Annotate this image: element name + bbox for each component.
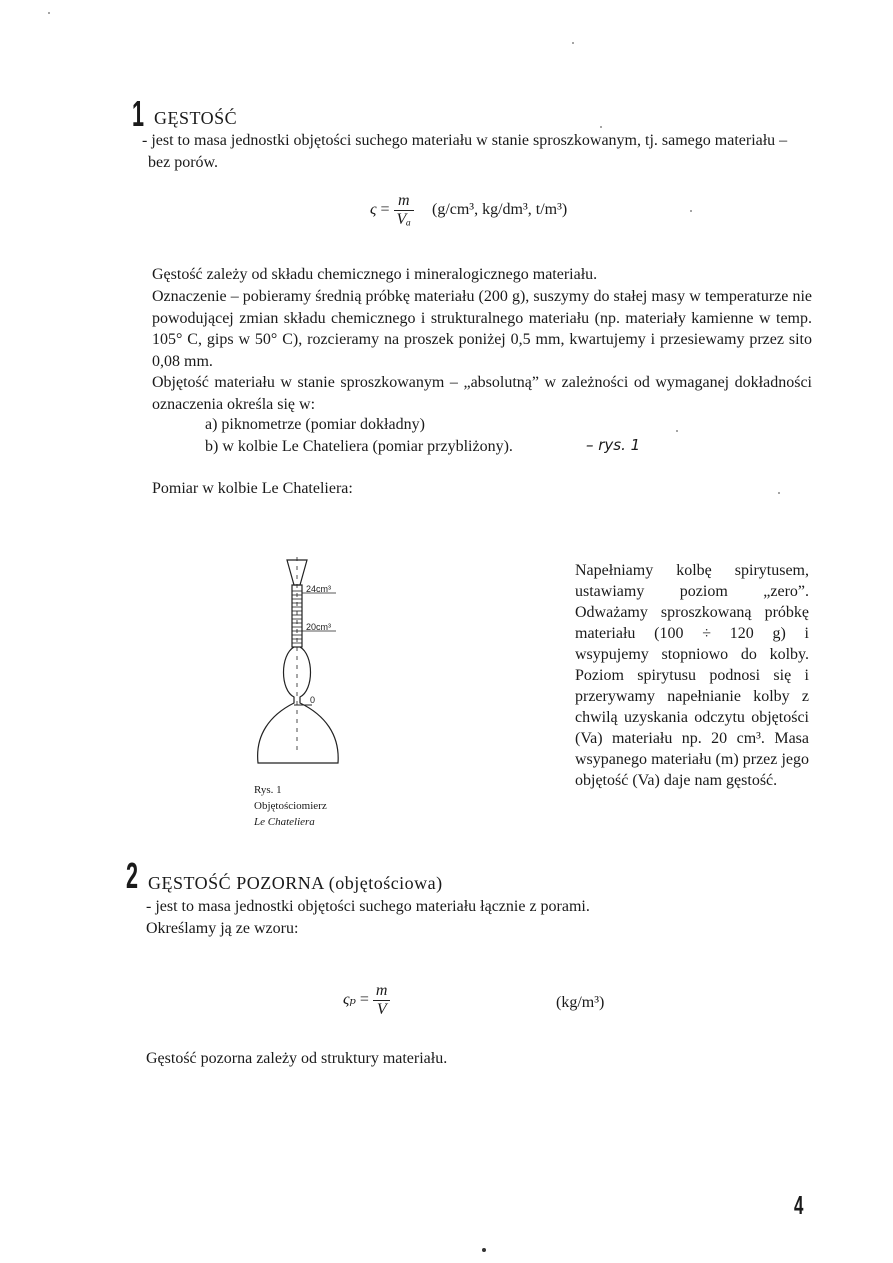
label-zero: 0 [310,695,316,705]
figure-caption-name: Le Chateliera [254,816,315,828]
density-equals: = [380,201,390,219]
scan-speck [572,42,574,44]
figure-caption [254,782,327,830]
paragraph-determination: Oznaczenie – pobieramy średnią próbkę materiału (200 g), suszymy do stałej masy w temperaturze nie powodującej zmian składu chemicznego i strukturalnego materiału (np. materiały kamienne w temp. 105° C, gips w 50° C), rozcieramy na proszek poniżej 0,5 mm, kwartujemy i przesiewamy przez sito 0,08 mm. [152,288,812,370]
section-2-title: GĘSTOŚĆ POZORNA (objętościowa) [148,873,443,893]
scan-speck [600,126,602,128]
le-chatelier-flask-figure [250,555,350,770]
section-2-definition: - jest to masa jednostki objętości suchego materiału łącznie z porami. [146,898,590,915]
paragraph-composition: Gęstość zależy od składu chemicznego i mineralogicznego materiału. [152,266,598,283]
scan-speck [778,492,780,494]
scan-speck [676,430,678,432]
scan-speck [482,1248,486,1252]
density-symbol: ς [370,201,377,219]
section-2-intro: Określamy ją ze wzoru: [146,920,299,937]
scan-speck [48,12,50,14]
page-number: 4 [794,1190,804,1220]
handwritten-figure-reference: – rys. 1 [586,436,641,454]
apparent-density-symbol: ςₚ [343,991,356,1009]
scan-speck [690,210,692,212]
section-1-title: GĘSTOŚĆ [154,108,238,128]
apparent-density-formula [343,982,390,1019]
figure-caption-number: Rys. 1 [254,784,282,796]
apparent-density-fraction [373,982,391,1019]
paragraph-volume: Objętość materiału w stanie sproszkowanym – „absolutną” w zależności od wymaganej dokładności oznaczenia określa się w: [152,374,812,413]
graduation-marks [292,591,336,643]
section-1-definition: - jest to masa jednostki objętości suchego materiału w stanie sproszkowanym, tj. samego materiału – bez porów. [142,132,788,171]
flask-procedure-text: Napełniamy kolbę spirytusem, ustawiamy poziom „zero”. Odważamy sproszkowaną próbkę materiału (100 ÷ 120 g) i wsypujemy stopniowo do kolby. Poziom spirytusu podnosi się i przerywamy napełnianie kolby z chwilą uzyskania odczytu objętości (Va) materiału np. 20 cm³. Masa wsypanego materiału (m) przez jego objętość (Va) daje nam gęstość. [575,562,809,789]
list-item-pycnometer: a) piknometrze (pomiar dokładny) [205,416,425,433]
density-fraction [394,192,414,229]
figure-caption-title: Objętościomierz [254,800,327,812]
apparent-density-equals: = [359,991,369,1009]
label-24cm3: 24cm³ [306,584,332,594]
label-20cm3: 20cm³ [306,622,332,632]
section-1-number: 1 [132,93,145,134]
apparent-density-numerator: m [373,982,391,1001]
section-2-closing: Gęstość pozorna zależy od struktury materiału. [146,1050,448,1067]
density-denominator: Vₐ [396,211,411,228]
density-units: (g/cm³, kg/dm³, t/m³) [431,201,568,219]
apparent-density-units: (kg/m³) [556,994,605,1011]
section-2-number: 2 [126,855,139,896]
density-numerator: m [394,192,414,211]
density-formula [370,192,567,229]
apparent-density-denominator: V [376,1001,387,1018]
list-item-le-chatelier: b) w kolbie Le Chateliera (pomiar przybliżony). [205,438,513,455]
measurement-subheading: Pomiar w kolbie Le Chateliera: [152,480,353,497]
